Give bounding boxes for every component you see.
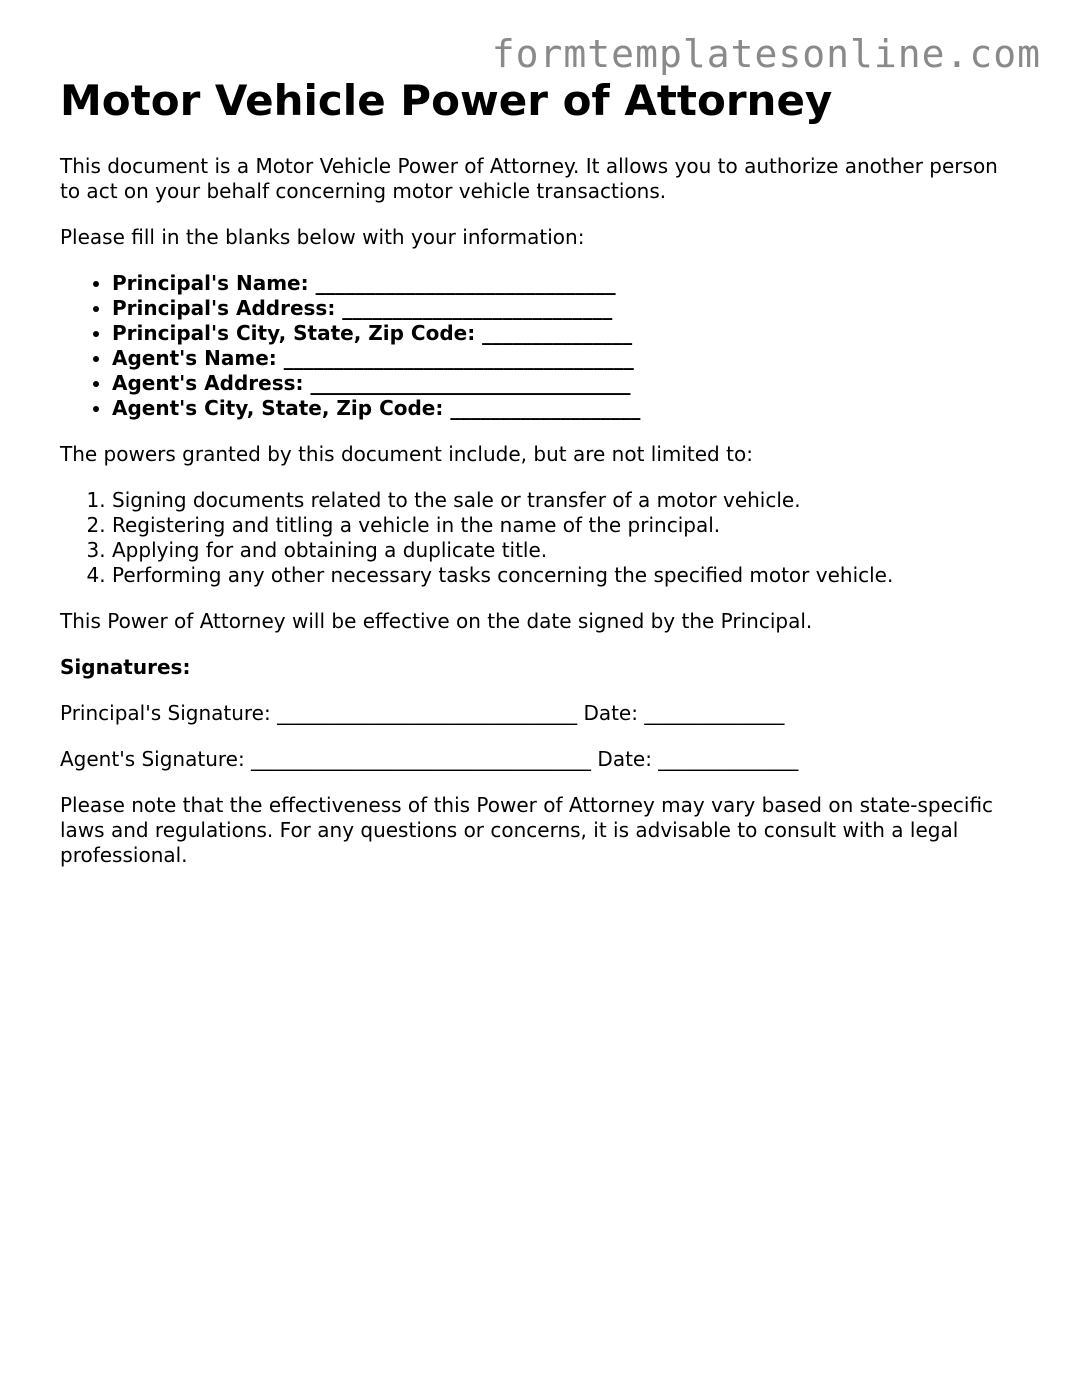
principal-signature-line: Principal's Signature: ______________________________ Date: ______________ bbox=[60, 701, 785, 725]
field-principal-city-state-zip: • Principal's City, State, Zip Code: _______________ bbox=[112, 321, 1020, 346]
fields-list bbox=[60, 271, 1020, 421]
instructions-paragraph: Please fill in the blanks below with your information: bbox=[60, 225, 585, 249]
field-agent-address: • Agent's Address: ________________________________ bbox=[112, 371, 1020, 396]
field-principal-address: • Principal's Address: ___________________________ bbox=[112, 296, 1020, 321]
power-item: 2. Registering and titling a vehicle in the name of the principal. bbox=[112, 513, 1020, 538]
agent-signature-line: Agent's Signature: __________________________________ Date: ______________ bbox=[60, 747, 799, 771]
effective-paragraph: This Power of Attorney will be effective on the date signed by the Principal. bbox=[60, 609, 813, 633]
powers-list bbox=[60, 488, 1020, 588]
field-agent-name: • Agent's Name: ___________________________________ bbox=[112, 346, 1020, 371]
field-principal-name: • Principal's Name: ______________________________ bbox=[112, 271, 1020, 296]
power-item: 1. Signing documents related to the sale or transfer of a motor vehicle. bbox=[112, 488, 1020, 513]
power-item: 3. Applying for and obtaining a duplicate title. bbox=[112, 538, 1020, 563]
document-page bbox=[60, 72, 1020, 868]
intro-paragraph: This document is a Motor Vehicle Power of Attorney. It allows you to authorize another person to act on your behalf concerning motor vehicle transactions. bbox=[60, 154, 998, 203]
watermark: formtemplatesonline.com bbox=[491, 32, 1041, 76]
field-agent-city-state-zip: • Agent's City, State, Zip Code: ___________________ bbox=[112, 396, 1020, 421]
signatures-heading: Signatures: bbox=[60, 655, 191, 679]
powers-intro-paragraph: The powers granted by this document include, but are not limited to: bbox=[60, 442, 753, 466]
legal-note-paragraph: Please note that the effectiveness of this Power of Attorney may vary based on state-specific laws and regulations. For any questions or concerns, it is advisable to consult with a legal professional. bbox=[60, 793, 994, 867]
document-title: Motor Vehicle Power of Attorney bbox=[60, 76, 833, 125]
power-item: 4. Performing any other necessary tasks concerning the specified motor vehicle. bbox=[112, 563, 1020, 588]
